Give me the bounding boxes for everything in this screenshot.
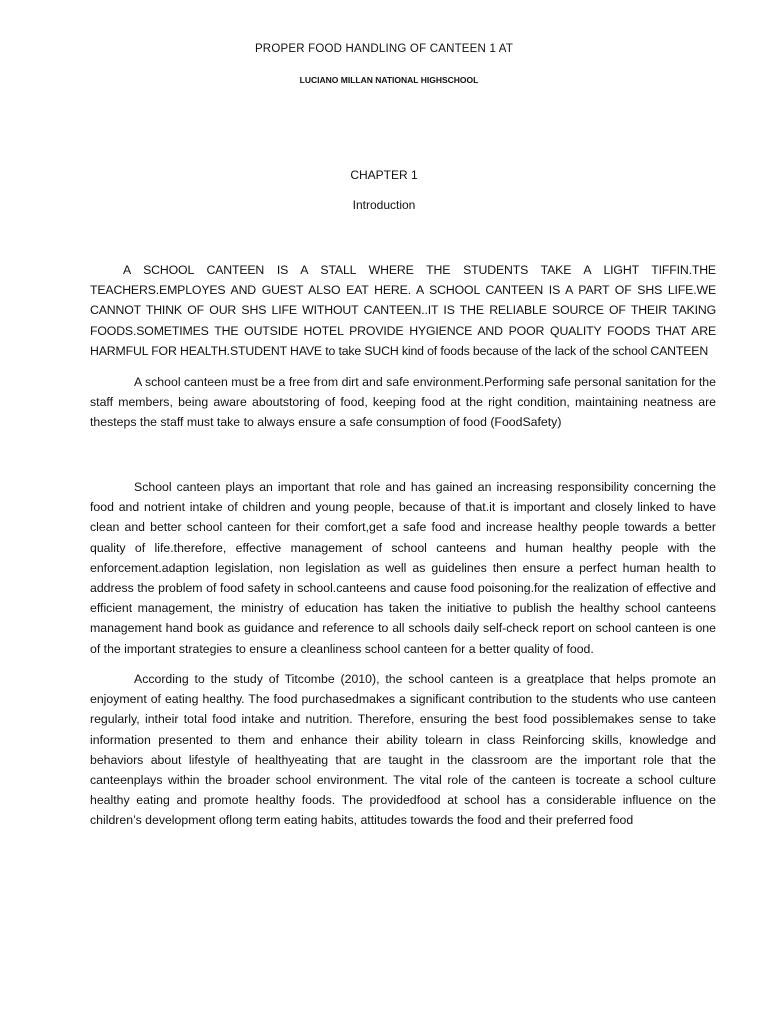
paragraph-3	[90, 477, 716, 659]
paragraph-3-text: School canteen plays an important that role and has gained an increasing responsibility concerning the food and notrient intake of children and young people, because of that.it is important and closely linked to have clean and better school canteen for their comfort,get a safe food and increase healthy people towards a better quality of life.therefore, effective management of school canteens and human healthy people with the enforcement.adaption legislation, non legislation as well as guidelines then ensure a perfect human health to address the problem of food safety in school.canteens and cause food poisoning.for the realization of effective and efficient management, the ministry of education has taken the initiative to publish the healthy school canteens management hand book as guidance and reference to all schools daily self-check report on school canteen is one of the important strategies to ensure a cleanliness school canteen for a better quality of food.	[90, 480, 716, 656]
school-name-text: LUCIANO MILLAN NATIONAL HIGHSCHOOL	[299, 75, 479, 85]
paragraph-1-text: A SCHOOL CANTEEN IS A STALL WHERE THE STUDENTS TAKE A LIGHT TIFFIN.THE TEACHERS.EMPLOYES AND GUEST ALSO EAT HERE. A SCHOOL CANTEEN IS A PART OF SHS LIFE.WE CANNOT THINK OF OUR SHS LIFE WITHOUT CANTEEN..IT IS THE RELIABLE SOURCE OF THEIR TAKING FOODS.SOMETIMES THE OUTSIDE HOTEL PROVIDE HYGIENCE AND POOR QUALITY FOODS THAT ARE HARMFUL FOR HEALTH.STUDENT HAVE to take SUCH kind of foods because of the lack of the school CANTEEN	[90, 263, 716, 358]
paragraph-2-text: A school canteen must be a free from dirt and safe environment.Performing safe personal sanitation for the staff members, being aware aboutstoring of food, keeping food at the right condition, maintaining neatness are thesteps the staff must take to always ensure a safe consumption of food (FoodSafety)	[90, 375, 716, 430]
chapter-heading: CHAPTER 1	[350, 168, 418, 182]
paragraph-2	[90, 372, 716, 433]
paragraph-1	[90, 260, 716, 361]
paragraph-4-text: According to the study of Titcombe (2010), the school canteen is a greatplace that helps promote an enjoyment of eating healthy. The food purchasedmakes a significant contribution to the students who use canteen regularly, intheir total food intake and nutrition. Therefore, ensuring the best food possiblemakes sense to take information presented to them and enhance their ability tolearn in class Reinforcing skills, knowledge and behaviors about lifestyle of healthyeating that are taught in the classroom are the important role that the canteenplays within the broader school environment. The vital role of the canteen is tocreate a school culture healthy eating and promote healthy foods. The providedfood at school has a considerable influence on the children’s development oflong term eating habits, attitudes towards the food and their preferred food	[90, 672, 716, 828]
paragraph-4	[90, 669, 716, 831]
school-name	[0, 75, 768, 85]
document-title: PROPER FOOD HANDLING OF CANTEEN 1 AT	[254, 43, 514, 55]
section-heading: Introduction	[352, 198, 416, 212]
